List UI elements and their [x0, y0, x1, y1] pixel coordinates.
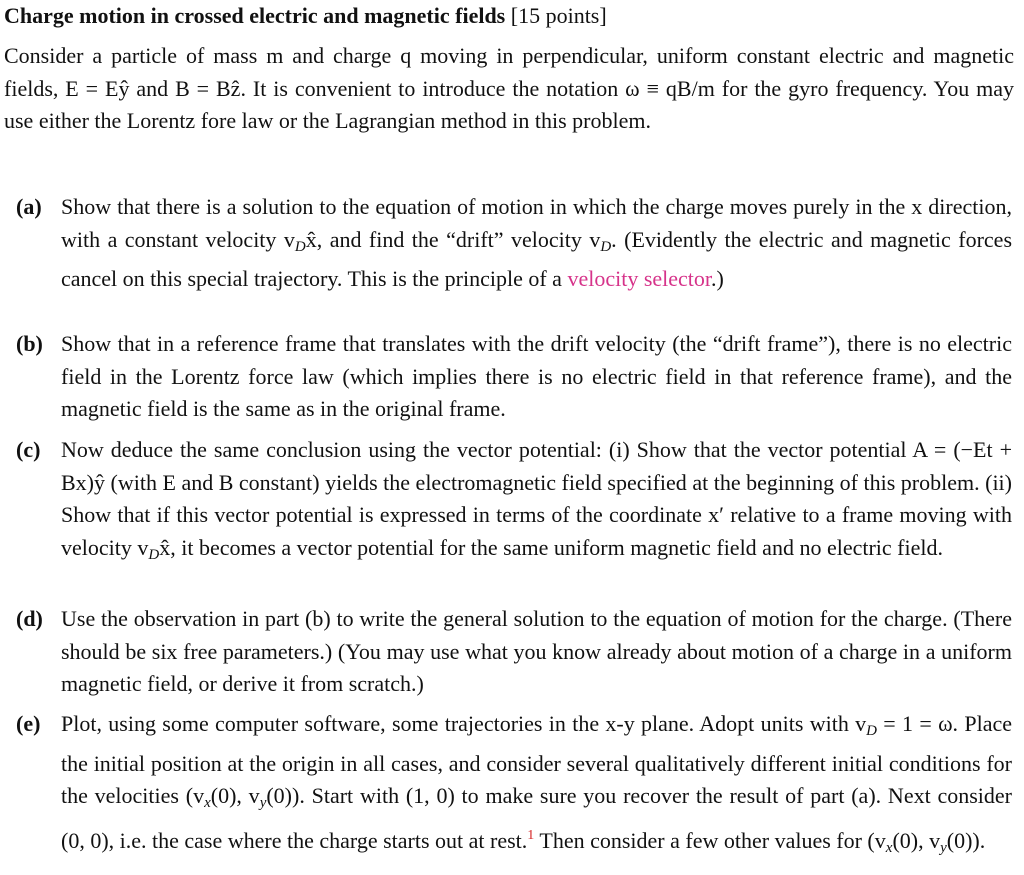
part-c-text: Now deduce the same conclusion using the vector potential: (i) Show that the vector potential A = (−Et + Bx)ŷ (with E and B constant) yields the electromagnetic field specified at the beginning of this problem. (ii) Show that if this vector potential is expressed in terms of the coordinate x′ relative to a frame moving with velocity $v_Dx̂$, it becomes a vector potential for the same uniform magnetic field and no electric field.	[61, 437, 1012, 563]
part-a-label: (a)	[16, 194, 42, 219]
problem-points: [15 points]	[510, 3, 607, 28]
problem-intro: Consider a particle of mass m and charge q moving in perpendicular, uniform constant electric and magnetic fields, E = Eŷ and B = Bẑ. It is convenient to introduce the notation ω ≡ qB/m for the gyro frequency. You may use either the Lorentz fore law or the Lagrangian method in this problem.	[4, 43, 1014, 133]
problem-title-main: Charge motion in crossed electric and magnetic fields	[4, 3, 506, 28]
part-e-text: Plot, using some computer software, some trajectories in the x-y plane. Adopt units with $v_D = 1 = \omega$. Place the initial position at the origin in all cases, and consider several qualitatively different initial conditions for the velocities ($v_x(0)$, $v_y(0)$). Start with (1, 0) to make sure you recover the result of part (a). Next consider (0, 0), i.e. the case where the charge starts out at rest.$^1$ Then consider a few other values for ($v_x(0)$, $v_y(0)$).	[61, 711, 1013, 856]
footnote-marker[interactable]: 1	[527, 827, 535, 843]
part-d-label: (d)	[16, 606, 43, 631]
part-b-label: (b)	[16, 331, 43, 356]
part-c	[16, 434, 1012, 571]
part-b	[16, 328, 1012, 426]
part-d-text: Use the observation in part (b) to write the general solution to the equation of motion for the charge. (There should be six free parameters.) (You may use what you know already about motion of a charge in a uniform magnetic field, or derive it from scratch.)	[61, 606, 1012, 696]
velocity-selector-link[interactable]: velocity selector	[567, 266, 712, 291]
part-a-text: Show that there is a solution to the equation of motion in which the charge moves purely in the x direction, with a constant velocity $v_Dx̂$, and find the “drift” velocity $v_D$. (Evidently the electric and magnetic forces cancel on this special trajectory. This is the principle of a velocity selector.)	[61, 194, 1013, 291]
part-c-label: (c)	[16, 437, 41, 462]
part-d	[16, 603, 1012, 701]
part-a	[16, 191, 1012, 296]
problem-title	[4, 1, 607, 31]
part-e-label: (e)	[16, 711, 41, 736]
part-b-text: Show that in a reference frame that translates with the drift velocity (the “drift frame”), there is no electric field in the Lorentz force law (which implies there is no electric field in that reference frame), and the magnetic field is the same as in the original frame.	[61, 331, 1012, 421]
part-e	[16, 708, 1012, 864]
vector-potential-expr: A = (−Et + Bx)ŷ	[61, 437, 1012, 495]
